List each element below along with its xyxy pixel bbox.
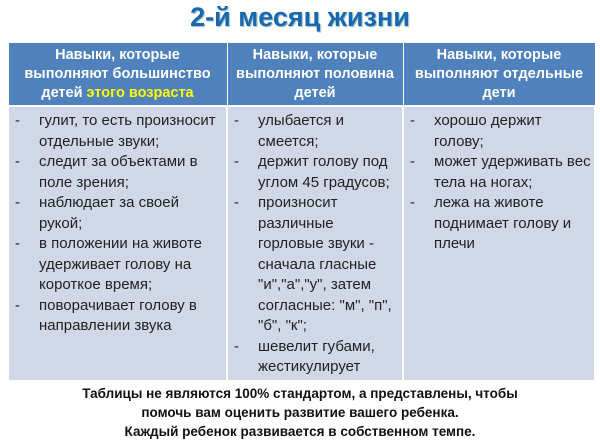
list-item [232,337,399,378]
skill-text: лежа на животе поднимает голову и плечи [434,194,572,252]
list-item [13,234,223,296]
dash-bullet-icon: - [410,112,415,129]
skill-text: произносит различные горловые звуки - сначала гласные "и","а","у", затем согласные: "м", "п", "б", "к"; [258,194,392,334]
list-item [408,152,591,193]
dash-bullet-icon: - [234,337,239,355]
skill-text: хорошо держит голову; [434,112,542,150]
list-item [13,296,223,337]
dash-bullet-icon: - [410,153,415,170]
skill-text: может удерживать вес тела на ногах; [434,153,591,191]
skill-text: наблюдает за своей рукой; [39,194,179,232]
dash-bullet-icon: - [15,296,20,314]
skills-cell [8,106,227,381]
dash-bullet-icon: - [234,112,239,129]
table-row [8,106,595,381]
dash-bullet-icon: - [15,112,20,129]
skills-list [13,111,223,337]
skill-text: гулит, то есть произносит отдельные звуки; [39,112,216,150]
skills-list [408,111,591,255]
skill-text: держит голову под углом 45 градусов; [258,153,390,191]
skills-cell [227,106,403,381]
header-text: Навыки, которые выполняют половина детей [236,46,394,101]
dash-bullet-icon: - [15,153,20,170]
skill-text: в положении на животе удерживает голову на короткое время; [39,235,203,293]
footer-line: помочь вам оценить развитие вашего ребенка. [141,405,459,420]
list-item [232,152,399,193]
table-header-row [8,43,595,107]
list-item [13,152,223,193]
dash-bullet-icon: - [410,194,415,211]
column-header [403,43,595,107]
list-item [13,193,223,234]
footer-line: Каждый ребенок развивается в собственном темпе. [124,424,476,439]
skill-text: следит за объектами в поле зрения; [39,153,198,191]
list-item [408,111,591,152]
list-item [232,193,399,337]
footer-line: Таблицы не являются 100% стандартом, а представлены, чтобы [82,386,518,401]
list-item [232,111,399,152]
page-title: 2-й месяц жизни [190,2,410,32]
list-item [408,193,591,255]
dash-bullet-icon: - [234,194,239,211]
column-header [227,43,403,107]
header-text: Навыки, которые выполняют отдельные дети [414,46,584,101]
dash-bullet-icon: - [15,194,20,211]
skill-text: улыбается и смеется; [258,112,345,150]
header-highlight: этого возраста [86,84,194,101]
skills-cell [403,106,595,381]
skills-table [7,42,596,382]
dash-bullet-icon: - [15,235,20,252]
skill-text: шевелит губами, жестикулирует [258,337,375,375]
skills-list [232,111,399,378]
header-text: Навыки, которые выполняют большинство детей [24,46,211,101]
dash-bullet-icon: - [234,153,239,170]
list-item [13,111,223,152]
skill-text: поворачивает голову в направлении звука [39,296,197,334]
column-header [8,43,227,107]
footer-note [0,384,600,441]
